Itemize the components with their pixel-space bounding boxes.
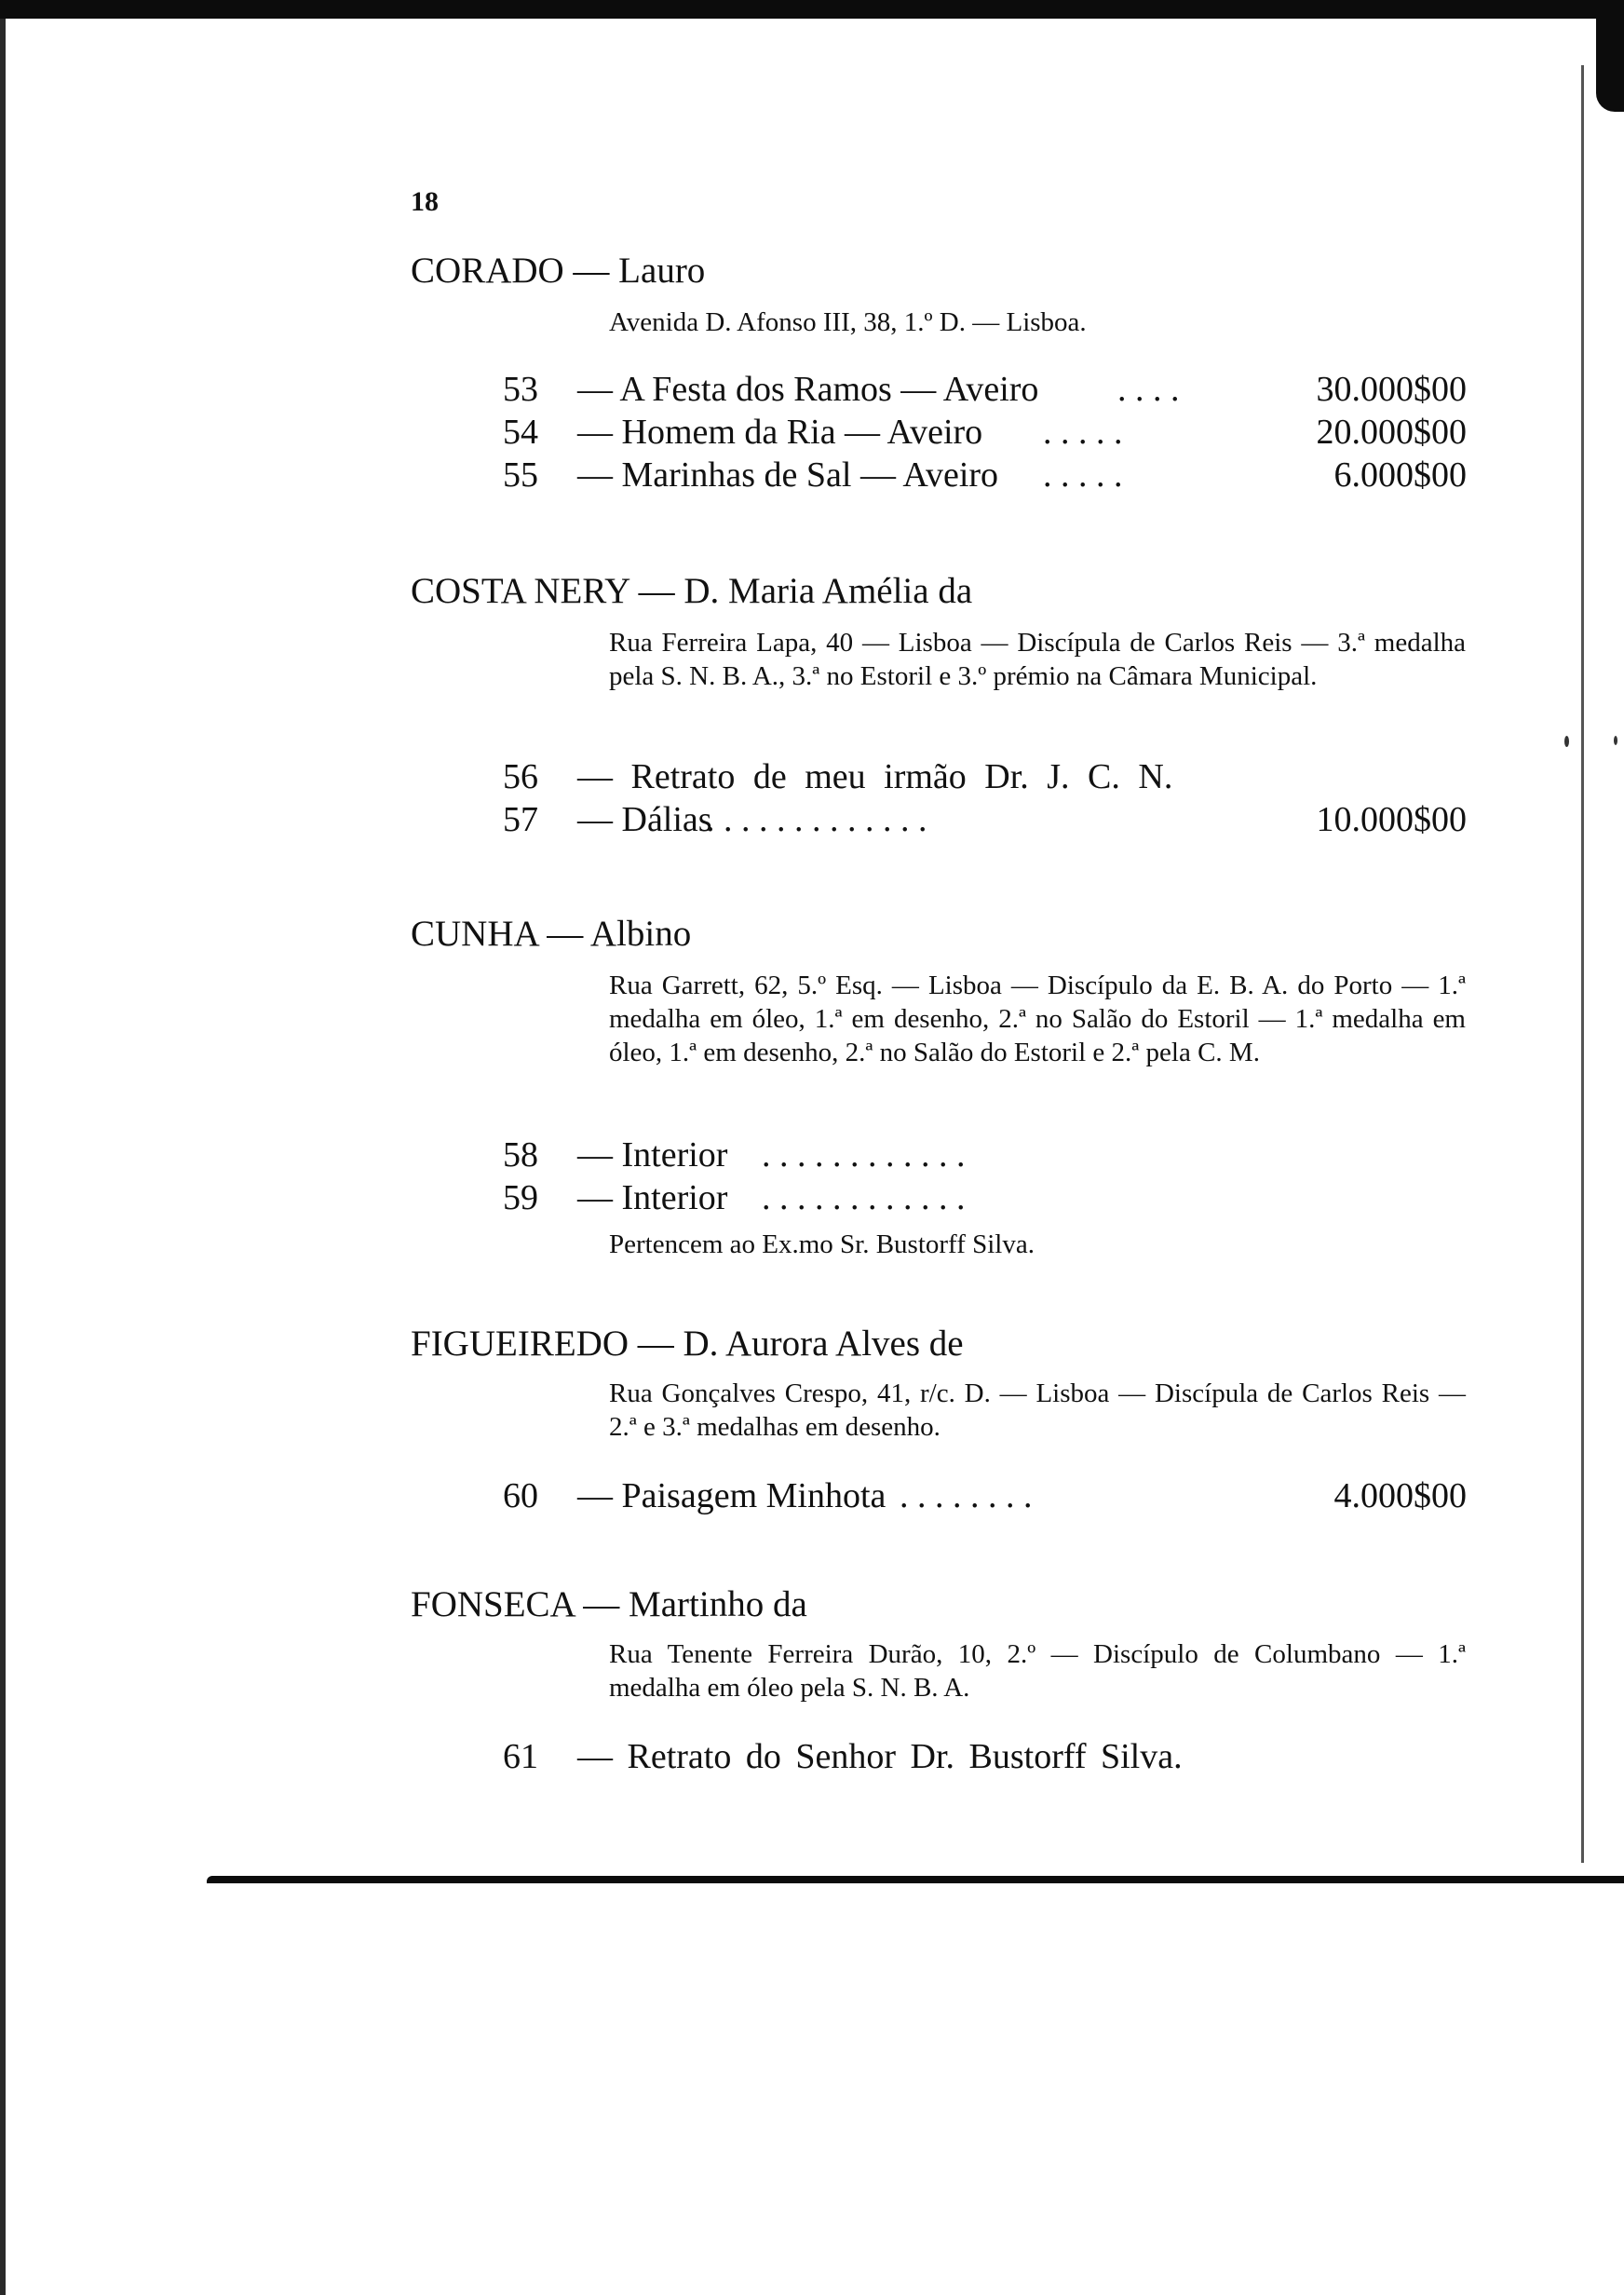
catalogue-entry xyxy=(503,1736,1467,1779)
page-number: 18 xyxy=(411,186,439,217)
artist-name: CORADO — Lauro xyxy=(411,251,706,291)
scan-right-edge xyxy=(1581,65,1584,1863)
catalogue-entry xyxy=(503,369,1467,412)
scan-top-edge xyxy=(0,0,1624,19)
scan-speck xyxy=(1614,736,1617,745)
artist-name: FIGUEIREDO — D. Aurora Alves de xyxy=(411,1324,964,1364)
entry-price: 4.000$00 xyxy=(1333,1476,1467,1515)
dot-leader: . . . . . . . . . . . . xyxy=(762,1135,966,1175)
artist-name: CUNHA — Albino xyxy=(411,914,692,954)
dot-leader: . . . . xyxy=(1117,370,1180,409)
ownership-note: Pertencem ao Ex.mo Sr. Bustorff Silva. xyxy=(609,1229,1035,1259)
entry-title: — Homem da Ria — Aveiro xyxy=(577,413,983,452)
entry-title: — Paisagem Minhota xyxy=(577,1476,886,1515)
entry-number: 53 xyxy=(503,370,538,409)
entry-number: 56 xyxy=(503,757,538,796)
scan-bottom-edge xyxy=(207,1876,1624,1883)
entry-number: 58 xyxy=(503,1135,538,1175)
catalogue-entry xyxy=(503,799,1467,842)
dot-leader: . . . . . xyxy=(1043,455,1123,495)
entry-title: — Interior xyxy=(577,1135,728,1175)
scan-left-edge xyxy=(0,19,6,2295)
entry-title: — A Festa dos Ramos — Aveiro xyxy=(577,370,1039,409)
artist-details: Avenida D. Afonso III, 38, 1.º D. — Lisboa. xyxy=(609,307,1087,337)
dot-leader: . . . . . . . . . . . . . xyxy=(706,800,927,839)
entry-title: — Dálias xyxy=(577,800,712,839)
catalogue-entry xyxy=(503,756,1467,799)
catalogue-entry xyxy=(503,1134,1467,1177)
artist-name: FONSECA — Martinho da xyxy=(411,1584,807,1624)
catalogue-entry xyxy=(503,455,1467,497)
artist-details: Rua Ferreira Lapa, 40 — Lisboa — Discípula de Carlos Reis — 3.ª medalha pela S. N. B. A., 3.ª no Estoril e 3.º prémio na Câmara Municipal. xyxy=(609,628,1466,691)
entry-number: 54 xyxy=(503,413,538,452)
entry-number: 60 xyxy=(503,1476,538,1515)
entry-title: — Interior xyxy=(577,1178,728,1217)
scan-speck xyxy=(1564,736,1569,747)
entry-price: 20.000$00 xyxy=(1316,413,1467,452)
dot-leader: . . . . . . . . xyxy=(900,1476,1033,1515)
entry-title: — Retrato de meu irmão Dr. J. C. N. xyxy=(577,757,1173,796)
entry-price: 10.000$00 xyxy=(1316,800,1467,839)
artist-name: COSTA NERY — D. Maria Amélia da xyxy=(411,571,973,611)
entry-number: 59 xyxy=(503,1178,538,1217)
dot-leader: . . . . . . . . . . . . xyxy=(762,1178,966,1217)
entry-price: 6.000$00 xyxy=(1333,455,1467,495)
artist-details: Rua Gonçalves Crespo, 41, r/c. D. — Lisboa — Discípula de Carlos Reis — 2.ª e 3.ª medalhas em desenho. xyxy=(609,1378,1466,1442)
catalogue-entry xyxy=(503,1475,1467,1518)
entry-price: 30.000$00 xyxy=(1316,370,1467,409)
entry-number: 61 xyxy=(503,1737,538,1776)
entry-number: 55 xyxy=(503,455,538,495)
artist-details: Rua Tenente Ferreira Durão, 10, 2.º — Discípulo de Columbano — 1.ª medalha em óleo pela S. N. B. A. xyxy=(609,1639,1466,1703)
scan-corner xyxy=(1596,0,1624,112)
artist-details: Rua Garrett, 62, 5.º Esq. — Lisboa — Discípulo da E. B. A. do Porto — 1.ª medalha em óleo, 1.ª em desenho, 2.ª no Salão do Estoril — 1.ª medalha em óleo, 1.ª em desenho, 2.ª no Salão do Estoril e 2.ª pela C. M. xyxy=(609,971,1466,1067)
entry-number: 57 xyxy=(503,800,538,839)
entry-title: — Marinhas de Sal — Aveiro xyxy=(577,455,999,495)
catalogue-entry xyxy=(503,1177,1467,1220)
catalogue-entry xyxy=(503,412,1467,455)
dot-leader: . . . . . xyxy=(1043,413,1123,452)
entry-title: — Retrato do Senhor Dr. Bustorff Silva. xyxy=(577,1737,1183,1776)
